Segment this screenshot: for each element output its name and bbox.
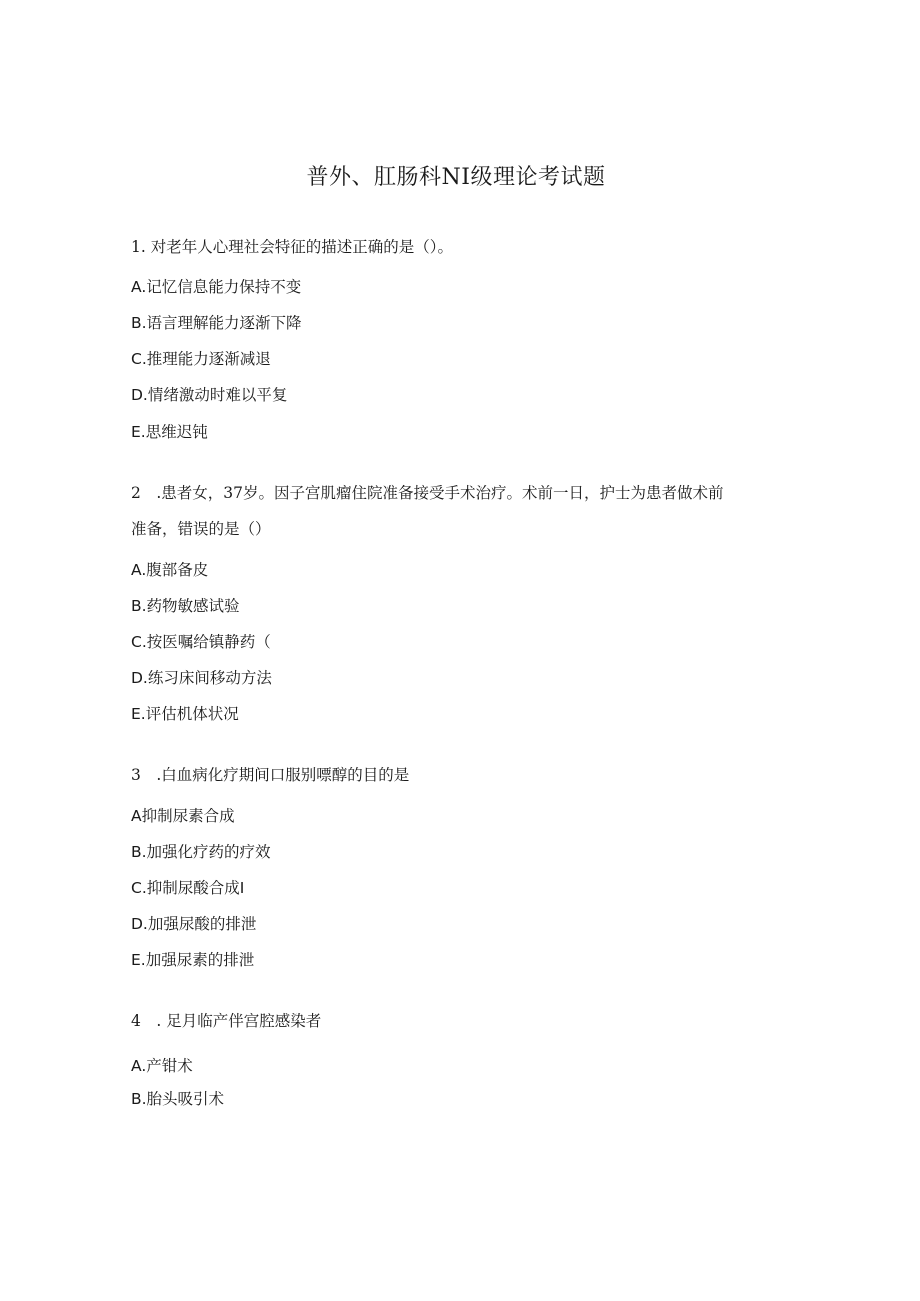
question-1-option-c: C.推理能力逐渐减退 <box>131 350 271 368</box>
question-4-option-b: B.胎头吸引术 <box>131 1090 225 1108</box>
question-2-option-b: B.药物敏感试验 <box>131 597 240 615</box>
question-2-stem: 2 .患者女，37岁。因子宫肌瘤住院准备接受手术治疗。术前一日，护士为患者做术前 <box>131 484 724 502</box>
question-4-option-a: A.产钳术 <box>131 1057 193 1075</box>
question-2-option-c: C.按医嘱给镇静药（ <box>131 633 271 651</box>
question-3-option-b: B.加强化疗药的疗效 <box>131 843 271 861</box>
question-1-option-d: D.情绪激动时难以平复 <box>131 386 288 404</box>
question-3-option-a: A抑制尿素合成 <box>131 807 235 825</box>
question-3-stem: 3 .白血病化疗期间口服别嘌醇的目的是 <box>131 766 410 784</box>
question-3-option-d: D.加强尿酸的排泄 <box>131 915 257 933</box>
question-2-stem-continued: 准备，错误的是（） <box>131 520 271 538</box>
question-1-stem: 1. 对老年人心理社会特征的描述正确的是（）。 <box>131 238 453 256</box>
question-1-option-a: A.记忆信息能力保持不变 <box>131 278 302 296</box>
question-2-option-a: A.腹部备皮 <box>131 561 209 579</box>
question-3-option-e: E.加强尿素的排泄 <box>131 951 255 969</box>
question-3-option-c: C.抑制尿酸合成I <box>131 879 245 897</box>
question-2-option-d: D.练习床间移动方法 <box>131 669 272 687</box>
question-4-stem: 4 . 足月临产伴宫腔感染者 <box>131 1012 322 1030</box>
question-2-option-e: E.评估机体状况 <box>131 705 239 723</box>
page-title: 普外、肛肠科NI级理论考试题 <box>306 165 606 190</box>
question-1-option-e: E.思维迟钝 <box>131 423 208 441</box>
question-1-option-b: B.语言理解能力逐渐下降 <box>131 314 302 332</box>
